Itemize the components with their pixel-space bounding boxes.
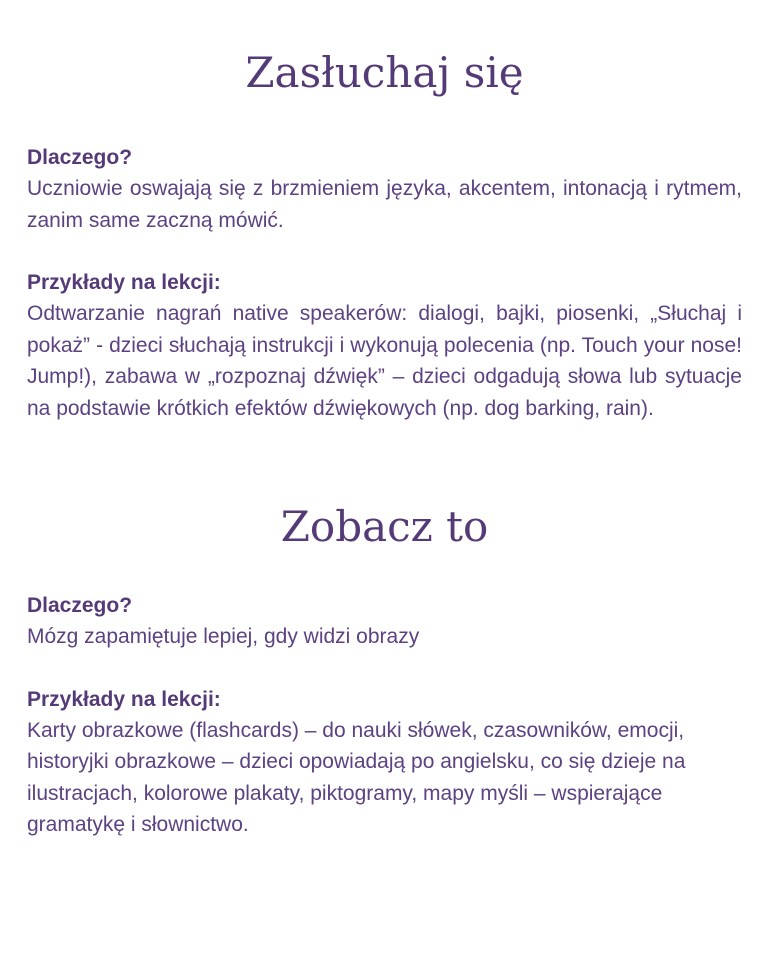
- examples-heading: Przykłady na lekcji:: [27, 687, 221, 711]
- examples-text: Odtwarzanie nagrań native speakerów: dialogi, bajki, piosenki, „Słuchaj i pokaż” - dzieci słuchają instrukcji i wykonują polecenia (np. Touch your nose! Jump!), zabawa w „rozpoznaj dźwięk” – dzieci odgadują słowa lub sytuacje na podstawie krótkich efektów dźwiękowych (np. dog barking, rain).: [27, 302, 742, 420]
- why-heading: Dlaczego?: [27, 146, 133, 169]
- why-heading: Dlaczego?: [27, 594, 133, 617]
- examples-text: Karty obrazkowe (flashcards) – do nauki słówek, czasowników, emocji, historyjki obrazkowe – dzieci opowiadają po angielsku, co się dzieje na ilustracjach, kolorowe plakaty, piktogramy, mapy myśli – wspierające gramatykę i słownictwo.: [27, 718, 686, 836]
- section-title: Zobacz to: [280, 502, 489, 551]
- section-2-body: [27, 590, 742, 841]
- examples-heading: Przykłady na lekcji:: [27, 271, 221, 294]
- section-1-title-wrap: [27, 48, 742, 97]
- section-1-body: [27, 142, 742, 424]
- why-text: Mózg zapamiętuje lepiej, gdy widzi obrazy: [27, 625, 420, 648]
- section-2-title-wrap: [27, 502, 742, 551]
- section-title: Zasłuchaj się: [245, 48, 524, 97]
- why-text: Uczniowie oswajają się z brzmieniem języka, akcentem, intonacją i rytmem, zanim same zaczną mówić.: [27, 177, 742, 232]
